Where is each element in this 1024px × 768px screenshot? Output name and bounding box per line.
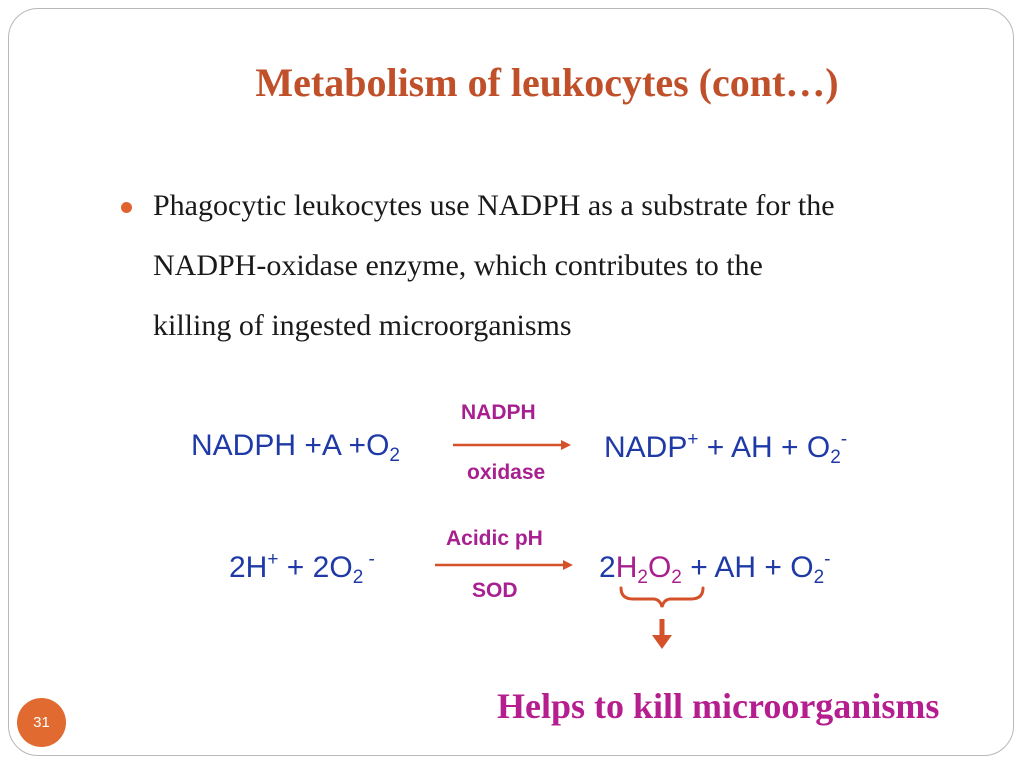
reaction-1-enzyme-bottom: oxidase (467, 461, 546, 484)
bullet-line-2: NADPH-oxidase enzyme, which contributes to the (153, 249, 763, 282)
brace-arrow-icon (615, 583, 705, 663)
reaction-1-enzyme-top: NADPH (461, 401, 536, 424)
reaction-2-reactants: $2H^+ + 2O_2$ - (229, 549, 375, 588)
slide-title: Metabolism of leukocytes (cont…) (255, 60, 839, 105)
reaction-2-condition-bottom: SOD (472, 579, 518, 602)
bullet-dot-icon (121, 202, 132, 213)
reaction-1-arrow-icon (451, 437, 575, 453)
bullet-line-3: killing of ingested microorganisms (153, 309, 572, 342)
page-number-badge: 31 (17, 698, 66, 747)
reaction-2-arrow-icon (433, 557, 577, 573)
reaction-1-products: NADP+ + AH + $O_2^-$ (604, 429, 848, 468)
bullet-line-1: Phagocytic leukocytes use NADPH as a substrate for the (153, 189, 835, 222)
reaction-1-reactants: NADPH $+A +O_2$ (191, 429, 400, 466)
reaction-2-products: $2H_2O_2$ + AH + $O_2^-$ (599, 549, 831, 588)
reaction-2-condition-top: Acidic pH (446, 527, 543, 550)
conclusion-text: Helps to kill microorganisms (497, 686, 940, 726)
hydrogen-peroxide: $H_2O_2$ (615, 551, 682, 588)
slide-frame (8, 8, 1014, 756)
